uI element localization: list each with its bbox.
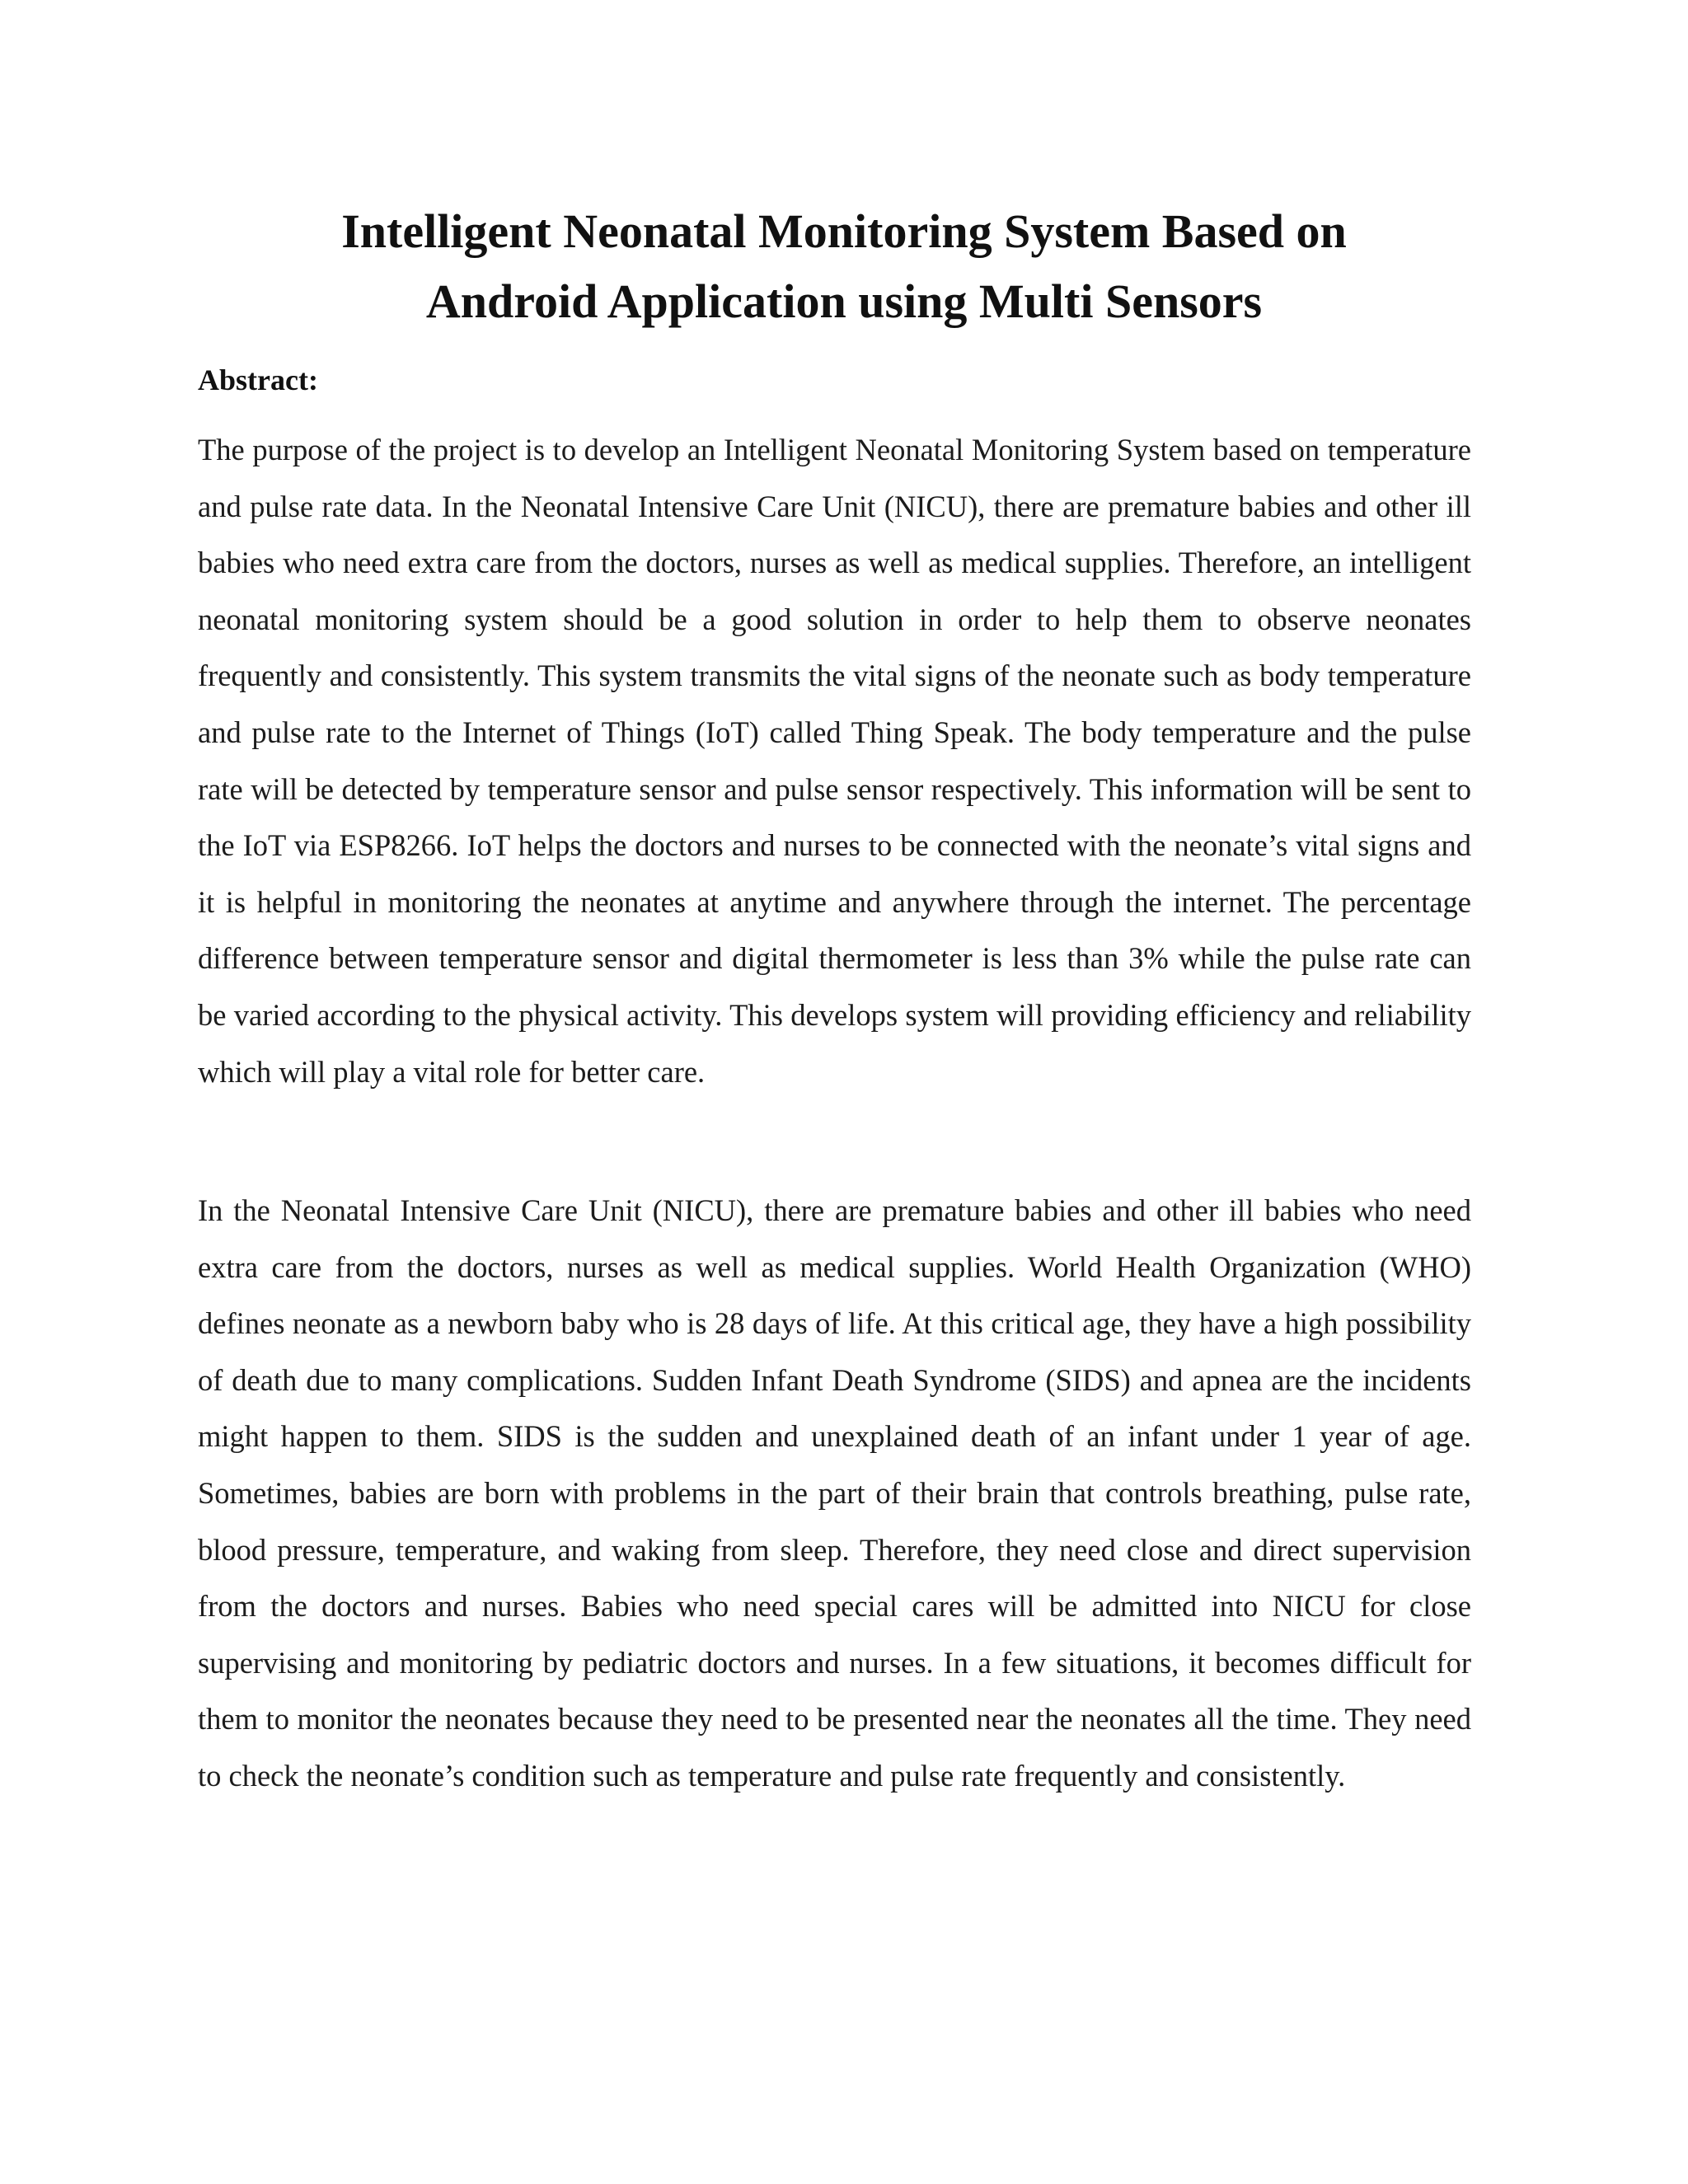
document-title [198,196,1490,336]
abstract-heading: Abstract: [198,363,318,396]
title-line-2: Android Application using Multi Sensors [425,274,1263,328]
title-line-1: Intelligent Neonatal Monitoring System Based on [341,204,1347,258]
introduction-paragraph: In the Neonatal Intensive Care Unit (NICU), there are premature babies and other ill babies who need extra care from the doctors, nurses as well as medical supplies. World Health Organization (WHO) defines neonate as a newborn baby who is 28 days of life. At this critical age, they have a high possibility of death due to many complications. Sudden Infant Death Syndrome (SIDS) and apnea are the incidents might happen to them. SIDS is the sudden and unexplained death of an infant under 1 year of age. Sometimes, babies are born with problems in the part of their brain that controls breathing, pulse rate, blood pressure, temperature, and waking from sleep. Therefore, they need close and direct supervision from the doctors and nurses. Babies who need special cares will be admitted into NICU for close supervising and monitoring by pediatric doctors and nurses. In a few situations, it becomes difficult for them to monitor the neonates because they need to be presented near the neonates all the time. They need to check the neonate’s condition such as temperature and pulse rate frequently and consistently. [198,1193,1471,1793]
abstract-paragraph: The purpose of the project is to develop an Intelligent Neonatal Monitoring System based on temperature and pulse rate data. In the Neonatal Intensive Care Unit (NICU), there are premature babies and other ill babies who need extra care from the doctors, nurses as well as medical supplies. Therefore, an intelligent neonatal monitoring system should be a good solution in order to help them to observe neonates frequently and consistently. This system transmits the vital signs of the neonate such as body temperature and pulse rate to the Internet of Things (IoT) called Thing Speak. The body temperature and the pulse rate will be detected by temperature sensor and pulse sensor respectively. This information will be sent to the IoT via ESP8266. IoT helps the doctors and nurses to be connected with the neonate’s vital signs and it is helpful in monitoring the neonates at anytime and anywhere through the internet. The percentage difference between temperature sensor and digital thermometer is less than 3% while the pulse rate can be varied according to the physical activity. This develops system will providing efficiency and reliability which will play a vital role for better care. [198,433,1471,1089]
